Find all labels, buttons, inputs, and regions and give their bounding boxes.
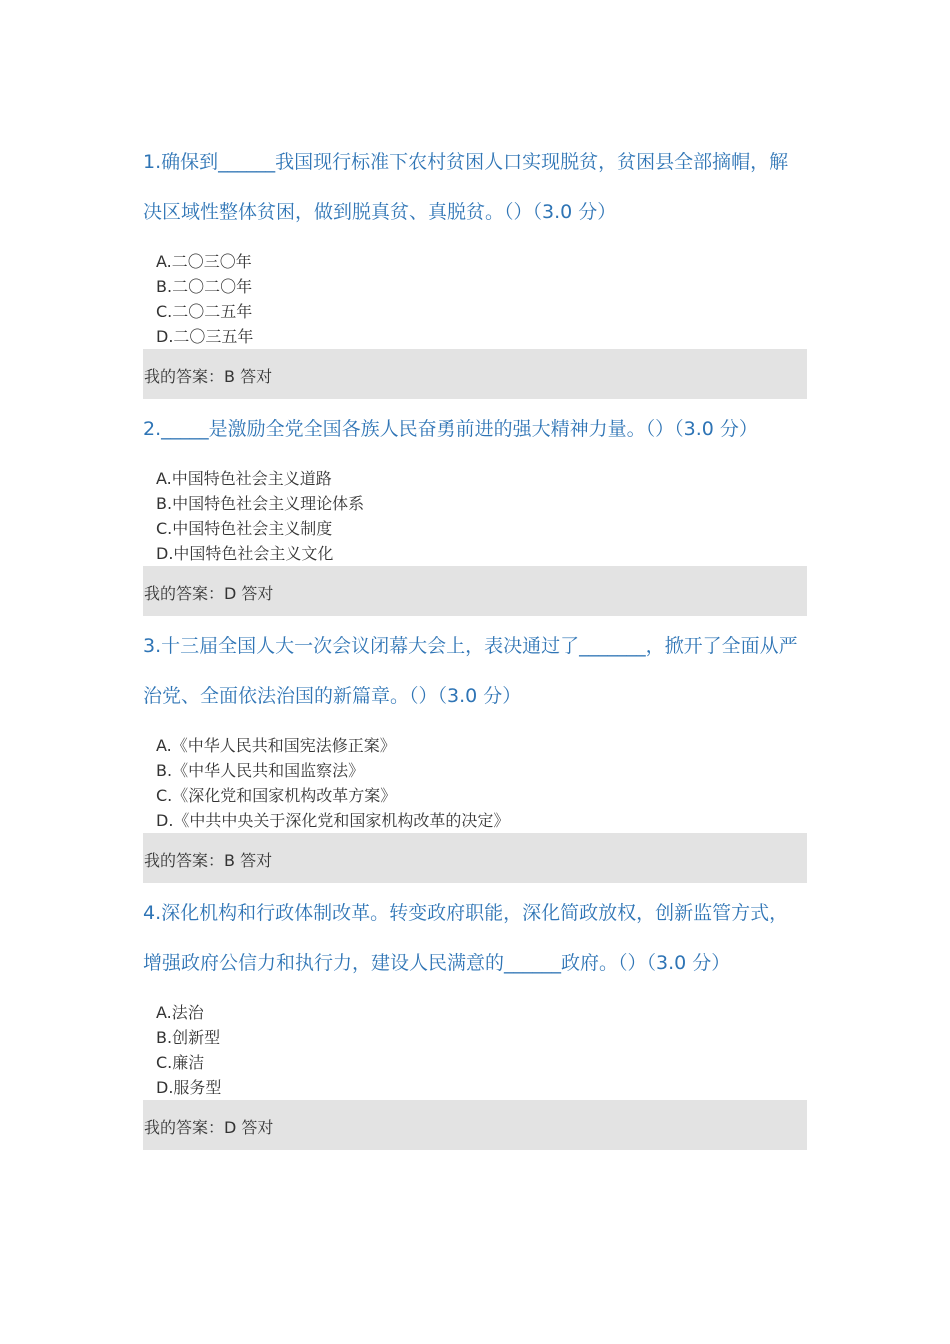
option-d[interactable]: D.中国特色社会主义文化 — [156, 544, 334, 563]
option-c[interactable]: C.二〇二五年 — [156, 302, 253, 321]
question-title: 4.深化机构和行政体制改革。转变政府职能，深化简政放权，创新监管方式，增强政府公信力和执行力，建设人民满意的______政府。（）（3.0 分） — [143, 902, 789, 974]
option-c[interactable]: C.中国特色社会主义制度 — [156, 519, 333, 538]
option-b[interactable]: B.《中华人民共和国监察法》 — [156, 761, 365, 780]
answer-bar: 我的答案：B 答对 — [143, 349, 807, 399]
option-a[interactable]: A.中国特色社会主义道路 — [156, 469, 332, 488]
option-a[interactable]: A.《中华人民共和国宪法修正案》 — [156, 736, 396, 755]
option-list — [143, 733, 807, 833]
question-2 — [143, 404, 807, 616]
option-b[interactable]: B.创新型 — [156, 1028, 221, 1047]
question-4 — [143, 888, 807, 1150]
option-b[interactable]: B.二〇二〇年 — [156, 277, 253, 296]
question-1 — [143, 137, 807, 399]
question-title: 1.确保到______我国现行标准下农村贫困人口实现脱贫，贫困县全部摘帽，解决区域性整体贫困，做到脱真贫、真脱贫。（）（3.0 分） — [143, 151, 789, 223]
question-title: 3.十三届全国人大一次会议闭幕大会上，表决通过了_______，掀开了全面从严治党、全面依法治国的新篇章。（）（3.0 分） — [143, 635, 798, 707]
question-3 — [143, 621, 807, 883]
option-b[interactable]: B.中国特色社会主义理论体系 — [156, 494, 365, 513]
option-d[interactable]: D.二〇三五年 — [156, 327, 254, 346]
answer-bar: 我的答案：D 答对 — [143, 566, 807, 616]
answer-bar: 我的答案：D 答对 — [143, 1100, 807, 1150]
option-c[interactable]: C.廉洁 — [156, 1053, 205, 1072]
option-d[interactable]: D.服务型 — [156, 1078, 222, 1097]
option-list — [143, 249, 807, 349]
option-list — [143, 466, 807, 566]
option-a[interactable]: A.法治 — [156, 1003, 204, 1022]
option-c[interactable]: C.《深化党和国家机构改革方案》 — [156, 786, 397, 805]
option-list — [143, 1000, 807, 1100]
question-title: 2._____是激励全党全国各族人民奋勇前进的强大精神力量。（）（3.0 分） — [143, 418, 758, 440]
answer-bar: 我的答案：B 答对 — [143, 833, 807, 883]
option-a[interactable]: A.二〇三〇年 — [156, 252, 252, 271]
option-d[interactable]: D.《中共中央关于深化党和国家机构改革的决定》 — [156, 811, 510, 830]
